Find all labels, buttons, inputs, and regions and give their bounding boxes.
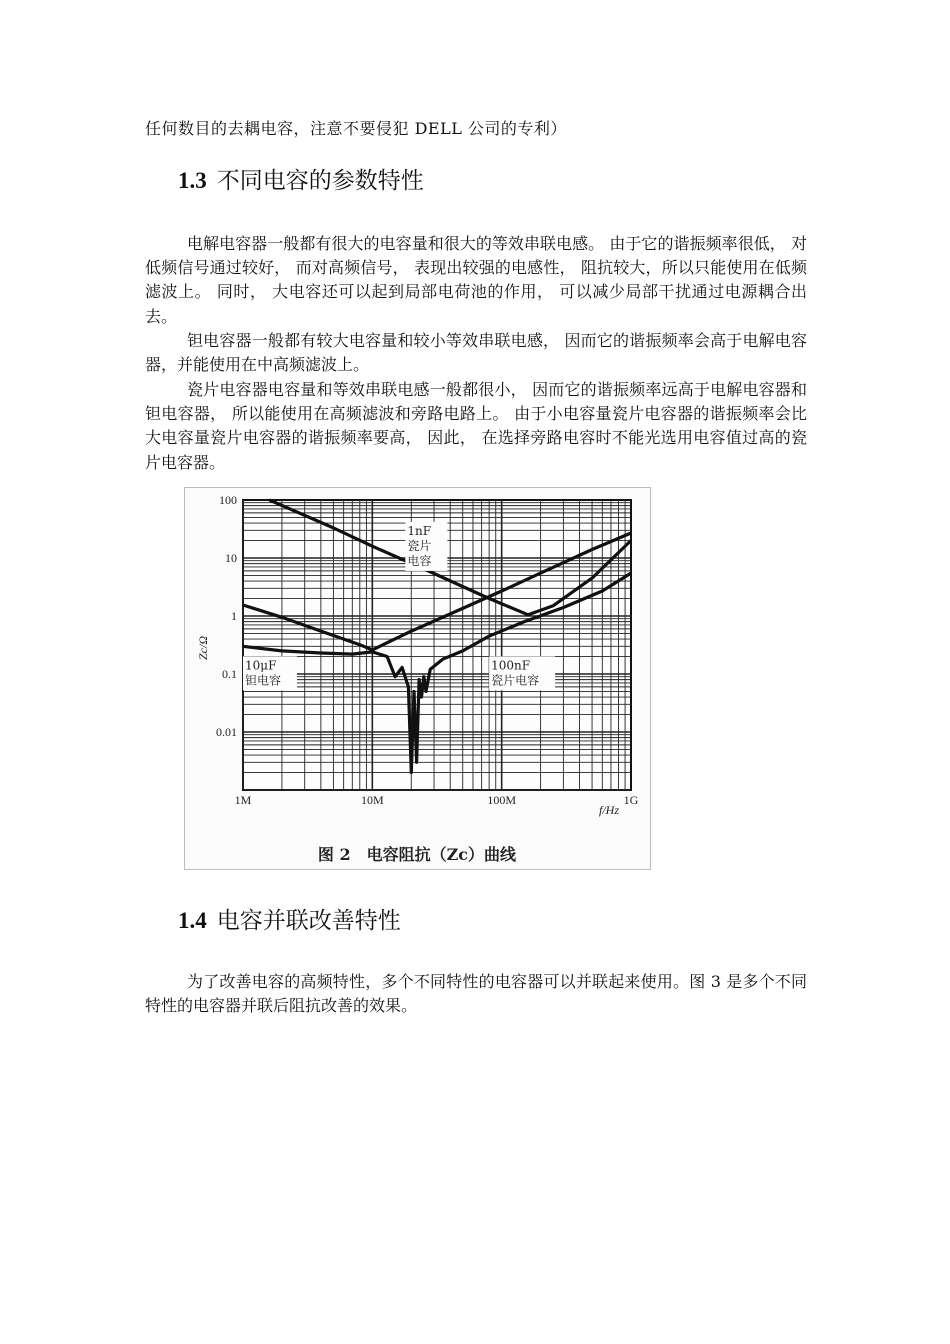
label-10uf-tantalum: 10μF 钽电容	[245, 658, 282, 688]
y-tick-label: 10	[225, 551, 237, 565]
section-heading-1-3	[178, 162, 424, 195]
section-number: 1.4	[178, 908, 207, 933]
y-tick-label: 0.1	[222, 667, 237, 681]
section-title: 不同电容的参数特性	[216, 168, 424, 194]
x-tick-label: 100M	[487, 793, 517, 807]
y-tick-label: 0.01	[216, 725, 237, 739]
x-tick-label: 1G	[623, 793, 639, 807]
chart-title: 图 2 电容阻抗（Zc）曲线	[317, 845, 517, 864]
y-tick-label: 1	[231, 609, 237, 623]
section-title: 电容并联改善特性	[216, 908, 401, 934]
paragraph-electrolytic: 电解电容器一般都有很大的电容量和很大的等效串联电感。 由于它的谐振频率很低， 对低频信号通过较好， 而对高频信号， 表现出较强的电感性， 阻抗较大，所以只能使用在低频滤波上。 同时， 大电容还可以起到局部电荷池的作用， 可以减少局部干扰通过电源耦合出去。	[145, 234, 807, 326]
paragraph-parallel: 为了改善电容的高频特性，多个不同特性的电容器可以并联起来使用。图 3 是多个不同特性的电容器并联后阻抗改善的效果。	[145, 972, 807, 1016]
section-heading-1-4	[178, 902, 401, 935]
impedance-figure	[184, 487, 651, 870]
x-axis-label: f/Hz	[598, 803, 620, 817]
impedance-chart	[185, 488, 650, 869]
x-tick-label: 1M	[234, 793, 252, 807]
paragraph-tantalum: 钽电容器一般都有较大电容量和较小等效串联电感， 因而它的谐振频率会高于电解电容器，并能使用在中高频滤波上。	[145, 331, 807, 375]
section-number: 1.3	[178, 168, 207, 193]
label-1nf-ceramic: 1nF 瓷片电容	[407, 523, 432, 568]
y-axis-label: Zc/Ω	[196, 635, 210, 661]
label-100nf-ceramic: 100nF 瓷片电容	[491, 658, 540, 688]
y-tick-label: 100	[219, 493, 237, 507]
paragraph-ceramic: 瓷片电容器电容量和等效串联电感一般都很小， 因而它的谐振频率远高于电解电容器和钽电容器， 所以能使用在高频滤波和旁路电路上。 由于小电容量瓷片电容器的谐振频率会比大电容量瓷片电容器的谐振频率要高， 因此， 在选择旁路电容时不能光选用电容值过高的瓷片电容器。	[145, 380, 807, 472]
intro-line: 任何数目的去耦电容，注意不要侵犯 DELL 公司的专利）	[145, 119, 567, 138]
x-tick-label: 10M	[360, 793, 384, 807]
